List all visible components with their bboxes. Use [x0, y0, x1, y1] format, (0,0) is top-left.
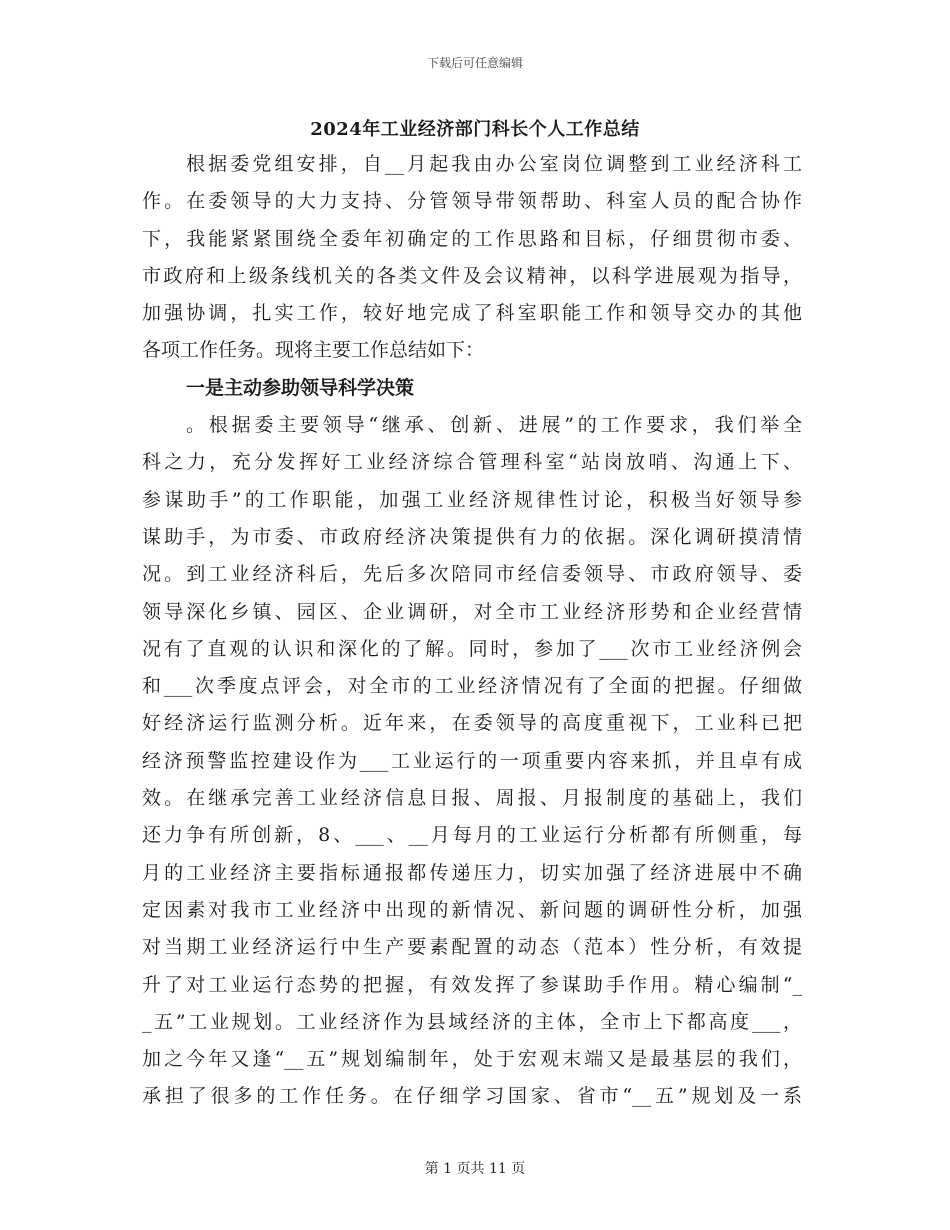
paragraph-line: 好经济运行监测分析。近年来，在委领导的高度重视下，工业科已把: [142, 712, 802, 735]
paragraph-line: 谋助手，为市委、市政府经济决策提供有力的依据。深化调研摸清情: [142, 525, 802, 548]
document-body: [142, 146, 802, 1116]
document-title: 2024年工业经济部门科长个人工作总结: [310, 119, 640, 140]
paragraph-line: 下，我能紧紧围绕全委年初确定的工作思路和目标，仔细贯彻市委、: [142, 227, 802, 250]
paragraph-line: 作。在委领导的大力支持、分管领导带领帮助、科室人员的配合协作: [142, 190, 802, 213]
paragraph-line: _五”工业规划。工业经济作为县域经济的主体，全市上下都高度___，: [142, 1010, 802, 1033]
paragraph-line: 况有了直观的认识和深化的了解。同时，参加了___次市工业经济例会: [142, 637, 802, 660]
section-heading: 一是主动参助领导科学决策: [186, 376, 415, 399]
paragraph-line: 各项工作任务。现将主要工作总结如下：: [142, 339, 485, 362]
paragraph-line: 承担了很多的工作任务。在仔细学习国家、省市“__五”规划及一系: [142, 1085, 802, 1108]
paragraph-line: 科之力，充分发挥好工业经济综合管理科室“站岗放哨、沟通上下、: [142, 451, 802, 474]
paragraph-line: 对当期工业经济运行中生产要素配置的动态（范本）性分析，有效提: [142, 936, 802, 959]
paragraph-line: 和___次季度点评会，对全市的工业经济情况有了全面的把握。仔细做: [142, 675, 802, 698]
paragraph-line: 根据委党组安排，自__月起我由办公室岗位调整到工业经济科工: [186, 153, 802, 175]
paragraph-line: 市政府和上级条线机关的各类文件及会议精神，以科学进展观为指导，: [142, 264, 802, 287]
paragraph-line: 经济预警监控建设作为___工业运行的一项重要内容来抓，并且卓有成: [142, 749, 802, 772]
page-header: 下载后可任意编辑: [426, 56, 523, 70]
paragraph-line: 参谋助手”的工作职能，加强工业经济规律性讨论，积极当好领导参: [142, 488, 802, 511]
paragraph-line: 。根据委主要领导“继承、创新、进展”的工作要求，我们举全: [186, 414, 802, 437]
paragraph-line: 还力争有所创新，8、___、__月每月的工业运行分析都有所侧重，每: [142, 824, 802, 847]
paragraph-line: 效。在继承完善工业经济信息日报、周报、月报制度的基础上，我们: [142, 787, 802, 810]
paragraph-line: 领导深化乡镇、园区、企业调研，对全市工业经济形势和企业经营情: [142, 600, 802, 623]
paragraph-line: 定因素对我市工业经济中出现的新情况、新问题的调研性分析，加强: [142, 898, 802, 921]
paragraph-line: 加之今年又逢“__五”规划编制年，处于宏观末端又是最基层的我们，: [142, 1048, 802, 1071]
paragraph-line: 加强协调，扎实工作，较好地完成了科室职能工作和领导交办的其他: [142, 302, 802, 325]
paragraph-line: 升了对工业运行态势的把握，有效发挥了参谋助手作用。精心编制“_: [142, 973, 802, 996]
paragraph-line: 况。到工业经济科后，先后多次陪同市经信委领导、市政府领导、委: [142, 563, 802, 586]
page-footer: 第 1 页共 11 页: [424, 1161, 526, 1177]
paragraph-line: 月的工业经济主要指标通报都传递压力，切实加强了经济进展中不确: [142, 861, 802, 884]
